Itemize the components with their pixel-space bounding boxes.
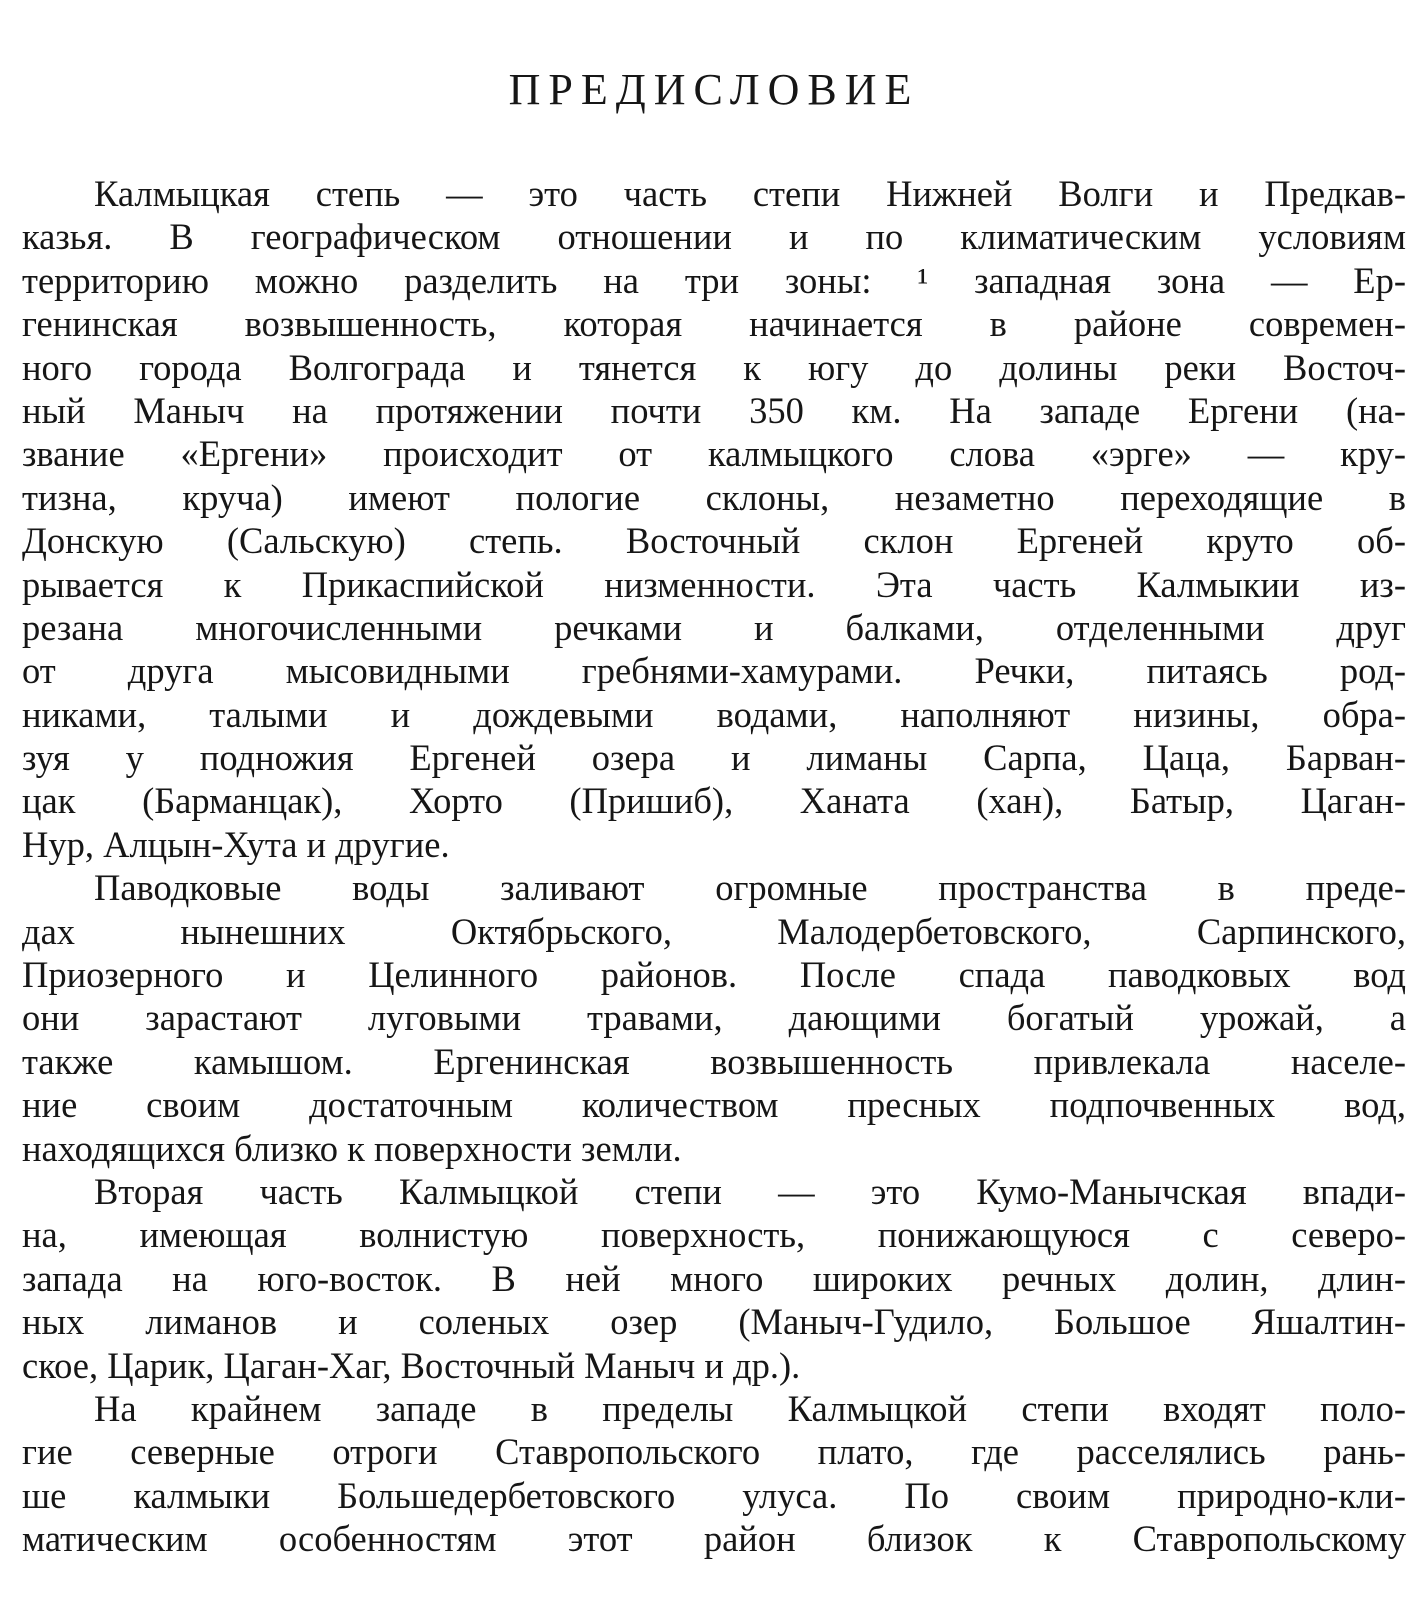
text-line: от друга мысовидными гребнями-хамурами. Речки, питаясь род- [22, 650, 1406, 692]
text-line: генинская возвышенность, которая начинается в районе современ- [22, 303, 1406, 345]
text-line: также камышом. Ергенинская возвышенность привлекала населе- [22, 1040, 1406, 1082]
text-line: ных лиманов и соленых озер (Маныч-Гудило, Большое Яшалтин- [22, 1301, 1406, 1343]
text-line: матическим особенностям этот район близок к Ставропольскому [22, 1518, 1406, 1560]
text-line: ше калмыки Большедербетовского улуса. По своим природно-кли- [22, 1474, 1406, 1516]
text-line: ние своим достаточным количеством пресных подпочвенных вод, [22, 1084, 1406, 1126]
document-page [22, 62, 1406, 1561]
text-line: они зарастают луговыми травами, дающими богатый урожай, а [22, 997, 1406, 1039]
text-line: зуя у подножия Ергеней озера и лиманы Сарпа, Цаца, Барван- [22, 737, 1406, 779]
page-title: ПРЕДИСЛОВИЕ [508, 65, 920, 114]
text-line: дах нынешних Октябрьского, Малодербетовского, Сарпинского, [22, 910, 1406, 952]
text-line: никами, талыми и дождевыми водами, наполняют низины, обра- [22, 693, 1406, 735]
text-line: цак (Барманцак), Хорто (Пришиб), Ханата (хан), Батыр, Цаган- [22, 780, 1406, 822]
text-line: звание «Ергени» происходит от калмыцкого слова «эрге» — кру- [22, 433, 1406, 475]
text-line: Донскую (Сальскую) степь. Восточный склон Ергеней круто об- [22, 520, 1406, 562]
text-line: Паводковые воды заливают огромные пространства в преде- [94, 867, 1406, 909]
paragraph-3 [22, 1170, 1406, 1387]
text-line: ный Маныч на протяжении почти 350 км. На западе Ергени (на- [22, 389, 1406, 431]
text-line: на, имеющая волнистую поверхность, понижающуюся с северо- [22, 1214, 1406, 1256]
text-line: Вторая часть Калмыцкой степи — это Кумо-Манычская впади- [94, 1170, 1406, 1212]
text-line: Приозерного и Целинного районов. После спада паводковых вод [22, 954, 1406, 996]
text-line: запада на юго-восток. В ней много широких речных долин, длин- [22, 1257, 1406, 1299]
text-line: тизна, круча) имеют пологие склоны, незаметно переходящие в [22, 476, 1406, 518]
text-line: ного города Волгограда и тянется к югу до долины реки Восточ- [22, 346, 1406, 388]
paragraph-1 [22, 172, 1406, 866]
text-line: гие северные отроги Ставропольского плато, где расселялись рань- [22, 1431, 1406, 1473]
text-line: находящихся близко к поверхности земли. [22, 1127, 682, 1169]
text-line: Нур, Алцын-Хута и другие. [22, 823, 450, 865]
text-line: Калмыцкая степь — это часть степи Нижней Волги и Предкав- [94, 173, 1406, 214]
paragraph-4 [22, 1387, 1406, 1561]
text-line: резана многочисленными речками и балками, отделенными друг [22, 606, 1406, 648]
text-line: территорию можно разделить на три зоны: ¹ западная зона — Ер- [22, 259, 1406, 301]
paragraph-2 [22, 866, 1406, 1170]
text-line: ское, Царик, Цаган-Хаг, Восточный Маныч и др.). [22, 1344, 801, 1386]
text-line: казья. В географическом отношении и по климатическим условиям [22, 216, 1406, 258]
text-line: рывается к Прикаспийской низменности. Эта часть Калмыкии из- [22, 563, 1406, 605]
text-line: На крайнем западе в пределы Калмыцкой степи входят поло- [94, 1387, 1406, 1429]
